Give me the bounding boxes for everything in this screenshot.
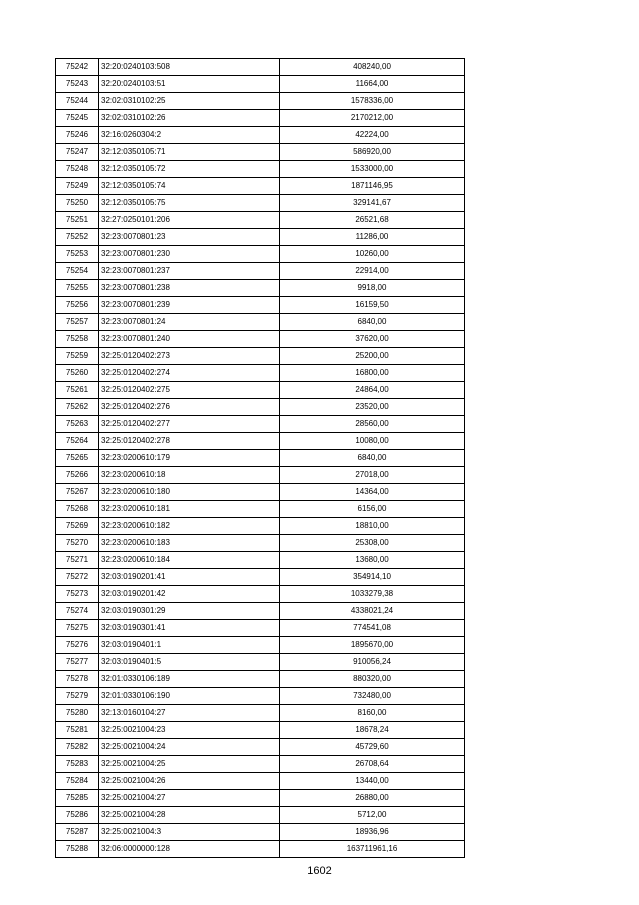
value-cell: 354914,10 [280,569,465,586]
value-cell: 163711961,16 [280,841,465,858]
table-row [56,654,465,671]
row-number-cell: 75248 [56,161,99,178]
cadastral-number-cell: 32:03:0190201:41 [99,569,280,586]
cadastral-number-cell: 32:12:0350105:74 [99,178,280,195]
page-number: 1602 [307,865,332,877]
table-row [56,841,465,858]
table-body [56,59,465,858]
table-row [56,144,465,161]
row-number-cell: 75281 [56,722,99,739]
table-row [56,586,465,603]
value-cell: 18810,00 [280,518,465,535]
cadastral-number-cell: 32:23:0200610:184 [99,552,280,569]
value-cell: 28560,00 [280,416,465,433]
table-row [56,722,465,739]
value-cell: 8160,00 [280,705,465,722]
value-cell: 13440,00 [280,773,465,790]
row-number-cell: 75268 [56,501,99,518]
cadastral-number-cell: 32:25:0120402:275 [99,382,280,399]
value-cell: 2170212,00 [280,110,465,127]
row-number-cell: 75271 [56,552,99,569]
table-row [56,824,465,841]
row-number-cell: 75283 [56,756,99,773]
value-cell: 26521,68 [280,212,465,229]
value-cell: 16800,00 [280,365,465,382]
row-number-cell: 75261 [56,382,99,399]
cadastral-number-cell: 32:25:0120402:273 [99,348,280,365]
cadastral-number-cell: 32:25:0021004:28 [99,807,280,824]
table-row [56,450,465,467]
value-cell: 9918,00 [280,280,465,297]
cadastral-number-cell: 32:01:0330106:189 [99,671,280,688]
row-number-cell: 75252 [56,229,99,246]
cadastral-number-cell: 32:25:0021004:25 [99,756,280,773]
table-row [56,518,465,535]
table-row [56,280,465,297]
value-cell: 26708,64 [280,756,465,773]
row-number-cell: 75249 [56,178,99,195]
cadastral-number-cell: 32:23:0200610:179 [99,450,280,467]
value-cell: 6156,00 [280,501,465,518]
cadastral-number-cell: 32:23:0200610:181 [99,501,280,518]
value-cell: 27018,00 [280,467,465,484]
value-cell: 18936,96 [280,824,465,841]
table-row [56,552,465,569]
value-cell: 774541,08 [280,620,465,637]
table-row [56,416,465,433]
row-number-cell: 75254 [56,263,99,280]
cadastral-number-cell: 32:25:0021004:27 [99,790,280,807]
row-number-cell: 75282 [56,739,99,756]
cadastral-number-cell: 32:23:0070801:239 [99,297,280,314]
cadastral-number-cell: 32:23:0070801:23 [99,229,280,246]
row-number-cell: 75275 [56,620,99,637]
value-cell: 1533000,00 [280,161,465,178]
row-number-cell: 75284 [56,773,99,790]
value-cell: 1033279,38 [280,586,465,603]
value-cell: 4338021,24 [280,603,465,620]
table-row [56,484,465,501]
cadastral-number-cell: 32:23:0200610:180 [99,484,280,501]
cadastral-number-cell: 32:23:0070801:240 [99,331,280,348]
row-number-cell: 75255 [56,280,99,297]
value-cell: 6840,00 [280,314,465,331]
cadastral-number-cell: 32:25:0021004:24 [99,739,280,756]
table-row [56,603,465,620]
value-cell: 910056,24 [280,654,465,671]
table-row [56,178,465,195]
row-number-cell: 75273 [56,586,99,603]
row-number-cell: 75257 [56,314,99,331]
row-number-cell: 75279 [56,688,99,705]
table-row [56,399,465,416]
cadastral-number-cell: 32:23:0200610:183 [99,535,280,552]
cadastral-number-cell: 32:20:0240103:51 [99,76,280,93]
value-cell: 6840,00 [280,450,465,467]
value-cell: 25200,00 [280,348,465,365]
value-cell: 42224,00 [280,127,465,144]
cadastral-number-cell: 32:20:0240103:508 [99,59,280,76]
table-row [56,263,465,280]
row-number-cell: 75259 [56,348,99,365]
value-cell: 13680,00 [280,552,465,569]
cadastral-number-cell: 32:02:0310102:26 [99,110,280,127]
cadastral-number-cell: 32:12:0350105:75 [99,195,280,212]
row-number-cell: 75285 [56,790,99,807]
table-row [56,807,465,824]
table-row [56,93,465,110]
row-number-cell: 75269 [56,518,99,535]
value-cell: 586920,00 [280,144,465,161]
table-row [56,467,465,484]
row-number-cell: 75258 [56,331,99,348]
row-number-cell: 75264 [56,433,99,450]
row-number-cell: 75287 [56,824,99,841]
table-row [56,790,465,807]
cadastral-number-cell: 32:25:0120402:276 [99,399,280,416]
row-number-cell: 75278 [56,671,99,688]
cadastral-number-cell: 32:03:0190301:29 [99,603,280,620]
row-number-cell: 75256 [56,297,99,314]
value-cell: 5712,00 [280,807,465,824]
cadastral-number-cell: 32:25:0120402:278 [99,433,280,450]
row-number-cell: 75288 [56,841,99,858]
row-number-cell: 75276 [56,637,99,654]
value-cell: 1871146,95 [280,178,465,195]
cadastral-number-cell: 32:03:0190401:5 [99,654,280,671]
cadastral-number-cell: 32:25:0021004:23 [99,722,280,739]
value-cell: 1895670,00 [280,637,465,654]
row-number-cell: 75251 [56,212,99,229]
table-row [56,773,465,790]
cadastral-number-cell: 32:25:0120402:277 [99,416,280,433]
table-row [56,705,465,722]
table-row [56,76,465,93]
table-row [56,671,465,688]
cadastral-number-cell: 32:25:0021004:3 [99,824,280,841]
table-row [56,535,465,552]
cadastral-number-cell: 32:01:0330106:190 [99,688,280,705]
row-number-cell: 75244 [56,93,99,110]
row-number-cell: 75250 [56,195,99,212]
value-cell: 11664,00 [280,76,465,93]
table-row [56,620,465,637]
value-cell: 37620,00 [280,331,465,348]
value-cell: 329141,67 [280,195,465,212]
row-number-cell: 75266 [56,467,99,484]
row-number-cell: 75253 [56,246,99,263]
table-row [56,229,465,246]
value-cell: 10080,00 [280,433,465,450]
cadastral-number-cell: 32:23:0070801:238 [99,280,280,297]
cadastral-number-cell: 32:12:0350105:71 [99,144,280,161]
table-row [56,314,465,331]
table-row [56,127,465,144]
value-cell: 45729,60 [280,739,465,756]
row-number-cell: 75274 [56,603,99,620]
value-cell: 732480,00 [280,688,465,705]
cadastral-number-cell: 32:23:0200610:182 [99,518,280,535]
row-number-cell: 75277 [56,654,99,671]
row-number-cell: 75260 [56,365,99,382]
table-row [56,501,465,518]
table-row [56,246,465,263]
cadastral-number-cell: 32:27:0250101:206 [99,212,280,229]
row-number-cell: 75286 [56,807,99,824]
table-row [56,637,465,654]
row-number-cell: 75245 [56,110,99,127]
cadastral-number-cell: 32:12:0350105:72 [99,161,280,178]
value-cell: 22914,00 [280,263,465,280]
cadastral-number-cell: 32:03:0190201:42 [99,586,280,603]
row-number-cell: 75265 [56,450,99,467]
table-row [56,569,465,586]
cadastral-number-cell: 32:23:0070801:237 [99,263,280,280]
table-row [56,739,465,756]
cadastral-number-cell: 32:13:0160104:27 [99,705,280,722]
table-row [56,297,465,314]
value-cell: 408240,00 [280,59,465,76]
value-cell: 10260,00 [280,246,465,263]
table-row [56,161,465,178]
table-row [56,212,465,229]
table-row [56,348,465,365]
value-cell: 23520,00 [280,399,465,416]
value-cell: 14364,00 [280,484,465,501]
table-row [56,331,465,348]
table-row [56,110,465,127]
row-number-cell: 75270 [56,535,99,552]
table-row [56,382,465,399]
row-number-cell: 75272 [56,569,99,586]
value-cell: 16159,50 [280,297,465,314]
table-row [56,756,465,773]
cadastral-number-cell: 32:06:0000000:128 [99,841,280,858]
table-row [56,688,465,705]
value-cell: 25308,00 [280,535,465,552]
cadastral-number-cell: 32:23:0200610:18 [99,467,280,484]
value-cell: 18678,24 [280,722,465,739]
row-number-cell: 75267 [56,484,99,501]
data-table [55,58,465,858]
table-row [56,59,465,76]
value-cell: 24864,00 [280,382,465,399]
row-number-cell: 75246 [56,127,99,144]
row-number-cell: 75242 [56,59,99,76]
table-row [56,195,465,212]
cadastral-number-cell: 32:03:0190401:1 [99,637,280,654]
value-cell: 11286,00 [280,229,465,246]
value-cell: 1578336,00 [280,93,465,110]
row-number-cell: 75247 [56,144,99,161]
value-cell: 880320,00 [280,671,465,688]
row-number-cell: 75280 [56,705,99,722]
table-row [56,433,465,450]
row-number-cell: 75243 [56,76,99,93]
row-number-cell: 75263 [56,416,99,433]
cadastral-number-cell: 32:02:0310102:25 [99,93,280,110]
cadastral-number-cell: 32:23:0070801:230 [99,246,280,263]
cadastral-number-cell: 32:16:0260304:2 [99,127,280,144]
cadastral-number-cell: 32:25:0120402:274 [99,365,280,382]
row-number-cell: 75262 [56,399,99,416]
cadastral-number-cell: 32:25:0021004:26 [99,773,280,790]
value-cell: 26880,00 [280,790,465,807]
table-row [56,365,465,382]
cadastral-number-cell: 32:23:0070801:24 [99,314,280,331]
cadastral-number-cell: 32:03:0190301:41 [99,620,280,637]
